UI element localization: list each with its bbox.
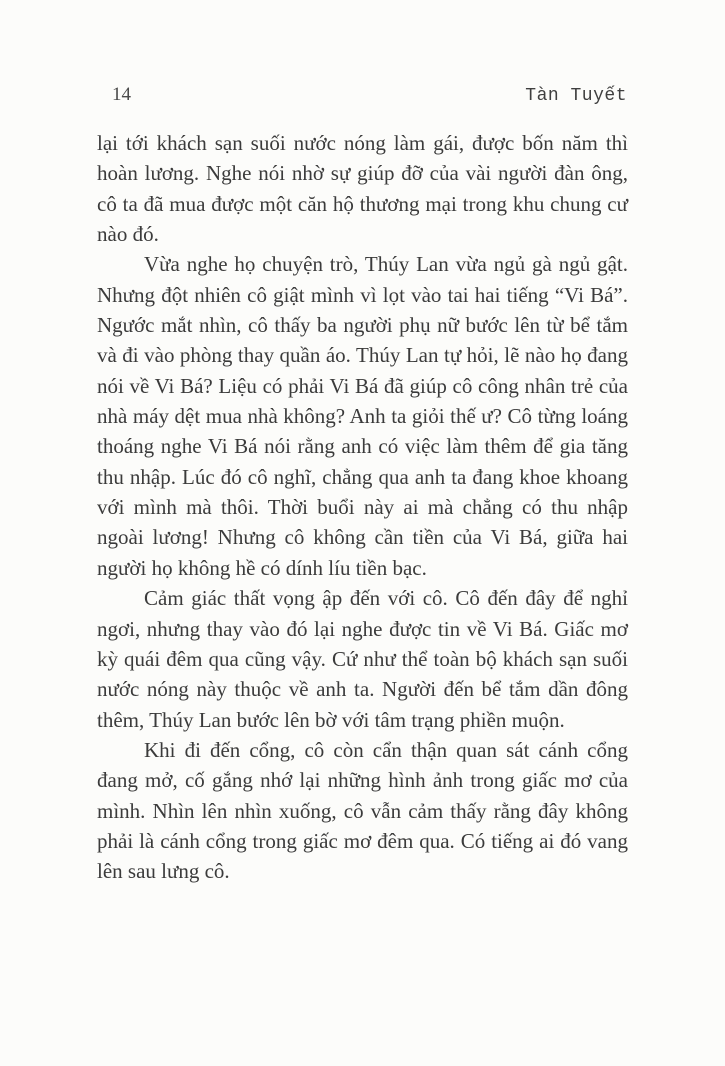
paragraph: Vừa nghe họ chuyện trò, Thúy Lan vừa ngủ gà ngủ gật. Nhưng đột nhiên cô giật mình vì lọt vào tai hai tiếng “Vi Bá”. Ngước mắt nhìn, cô thấy ba người phụ nữ bước lên từ bể tắm và đi vào phòng thay quần áo. Thúy Lan tự hỏi, lẽ nào họ đang nói về Vi Bá? Liệu có phải Vi Bá đã giúp cô công nhân trẻ của nhà máy dệt mua nhà không? Anh ta giỏi thế ư? Cô từng loáng thoáng nghe Vi Bá nói rằng anh có việc làm thêm để gia tăng thu nhập. Lúc đó cô nghĩ, chẳng qua anh ta đang khoe khoang với mình mà thôi. Thời buổi này ai mà chẳng có thu nhập ngoài lương! Nhưng cô không cần tiền của Vi Bá, giữa hai người họ không hề có dính líu tiền bạc. — [97, 252, 628, 580]
running-header-author: Tàn Tuyết — [525, 86, 627, 106]
page-number: 14 — [112, 84, 131, 105]
running-header — [100, 84, 627, 106]
paragraph: Khi đi đến cổng, cô còn cẩn thận quan sát cánh cổng đang mở, cố gắng nhớ lại những hình ảnh trong giấc mơ của mình. Nhìn lên nhìn xuống, cô vẫn cảm thấy rằng đây không phải là cánh cổng trong giấc mơ đêm qua. Có tiếng ai đó vang lên sau lưng cô. — [97, 737, 628, 884]
paragraph-continuation: lại tới khách sạn suối nước nóng làm gái, được bốn năm thì hoàn lương. Nghe nói nhờ sự giúp đỡ của vài người đàn ông, cô ta đã mua được một căn hộ thương mại trong khu chung cư nào đó. — [97, 131, 628, 247]
body-text — [97, 128, 628, 887]
paragraph: Cảm giác thất vọng ập đến với cô. Cô đến đây để nghỉ ngơi, nhưng thay vào đó lại nghe được tin về Vi Bá. Giấc mơ kỳ quái đêm qua cũng vậy. Cứ như thể toàn bộ khách sạn suối nước nóng này thuộc về anh ta. Người đến bể tắm dần đông thêm, Thúy Lan bước lên bờ với tâm trạng phiền muộn. — [97, 586, 628, 732]
